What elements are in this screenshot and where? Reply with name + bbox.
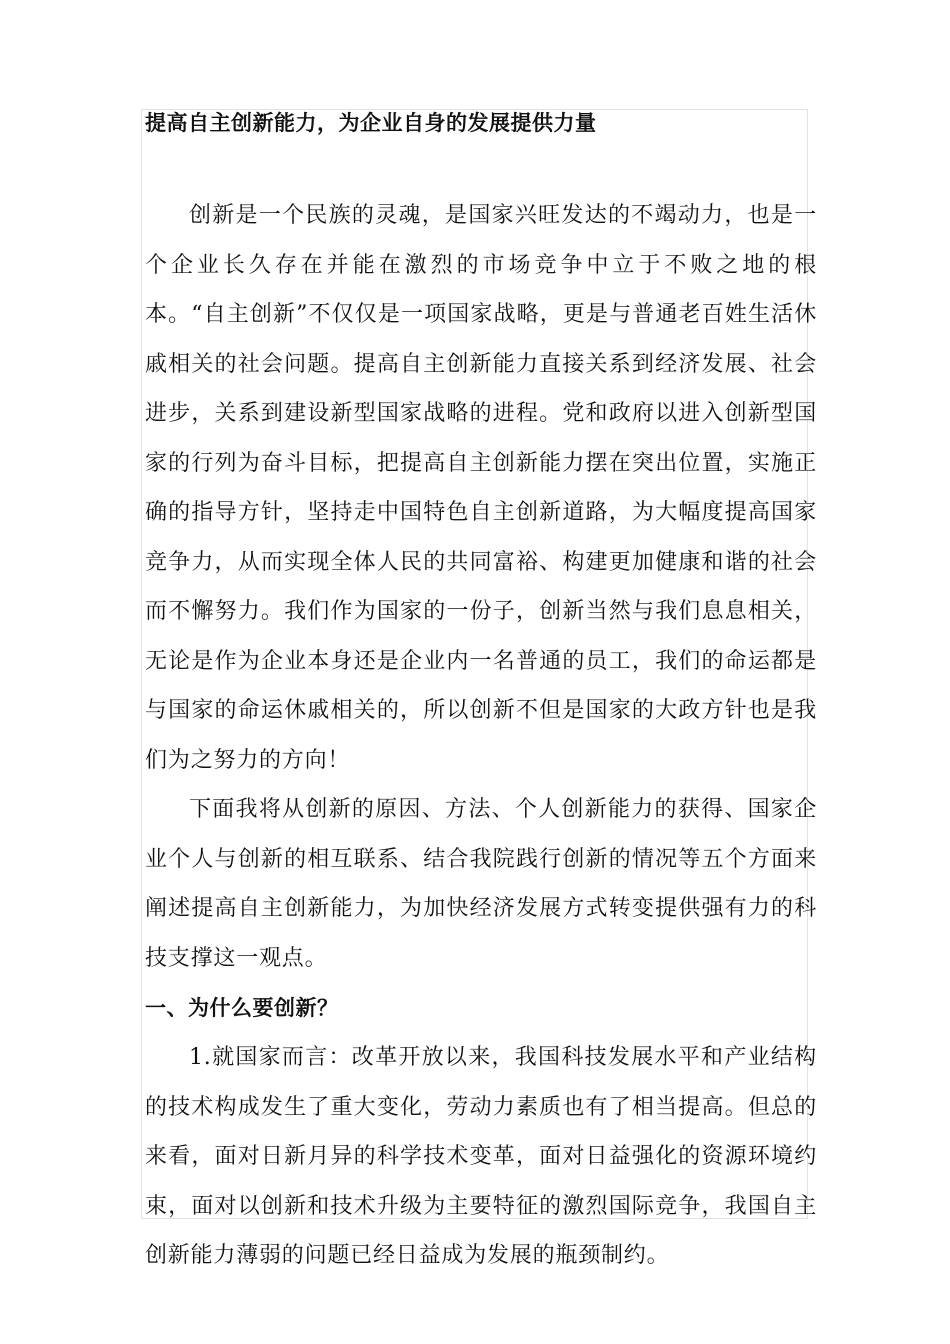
section-heading-why-innovate: 一、为什么要创新？	[145, 995, 339, 1020]
paragraph-outline: 下面我将从创新的原因、方法、个人创新能力的获得、国家企业个人与创新的相互联系、结合我院践行创新的情况等五个方面来阐述提高自主创新能力，为加快经济发展方式转变提供强有力的科技支撑这一观点。	[145, 797, 817, 971]
blank-line	[145, 145, 817, 191]
document-title: 提高自主创新能力，为企业自身的发展提供力量	[145, 110, 597, 135]
paragraph-national: 1.就国家而言：改革开放以来，我国科技发展水平和产业结构的技术构成发生了重大变化，劳动力素质也有了相当提高。但总的来看，面对日新月异的科学技术变革，面对日益强化的资源环境约束，面对以创新和技术升级为主要特征的激烈国际竞争，我国自主创新能力薄弱的问题已经日益成为发展的瓶颈制约。	[145, 1045, 817, 1268]
document-body	[145, 100, 817, 1281]
paragraph-intro: 创新是一个民族的灵魂，是国家兴旺发达的不竭动力，也是一个企业长久存在并能在激烈的市场竞争中立于不败之地的根本。“自主创新”不仅仅是一项国家战略，更是与普通老百姓生活休戚相关的社会问题。提高自主创新能力直接关系到经济发展、社会进步，关系到建设新型国家战略的进程。党和政府以进入创新型国家的行列为奋斗目标，把提高自主创新能力摆在突出位置，实施正确的指导方针，坚持走中国特色自主创新道路，为大幅度提高国家竞争力，从而实现全体人民的共同富裕、构建更加健康和谐的社会而不懈努力。我们作为国家的一份子，创新当然与我们息息相关，无论是作为企业本身还是企业内一名普通的员工，我们的命运都是与国家的命运休戚相关的，所以创新不但是国家的大政方针也是我们为之努力的方向！	[145, 203, 817, 773]
